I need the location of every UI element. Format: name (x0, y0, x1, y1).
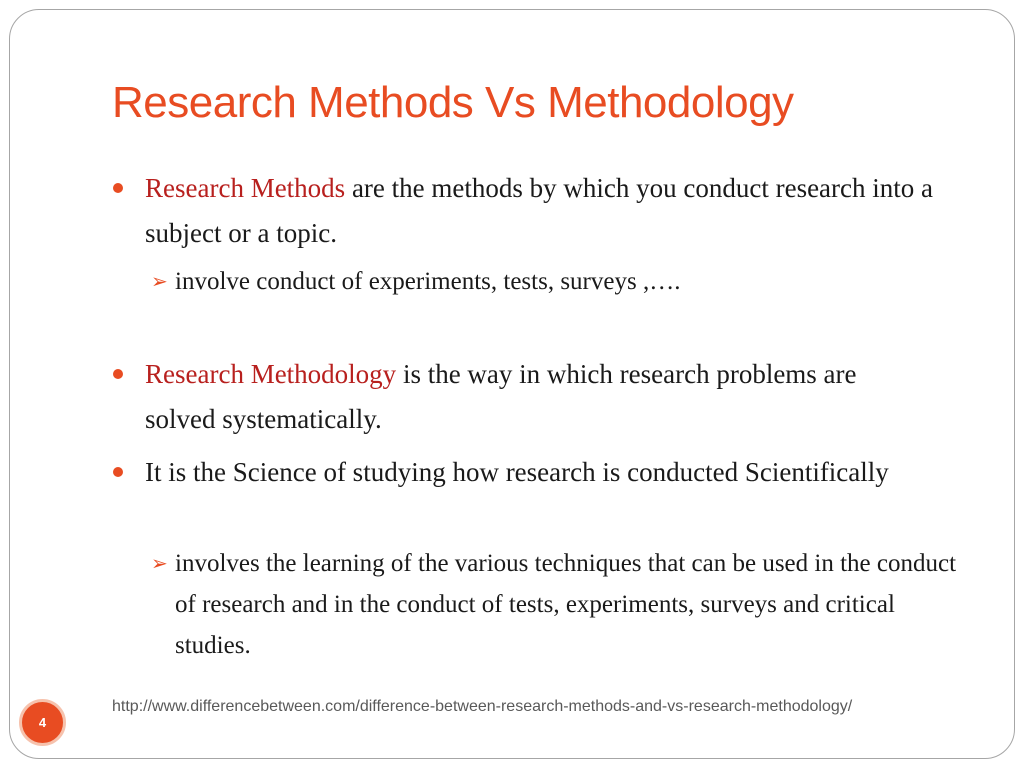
bullet-dot-icon (113, 183, 123, 193)
bullet-dot-icon (113, 369, 123, 379)
subpoint-experiments (151, 261, 975, 302)
bullet-text: are the methods by which you conduct research into a subject or a topic. (145, 173, 934, 248)
bullet-dot-icon (113, 467, 123, 477)
subpoint-text: involves the learning of the various techniques that can be used in the conduct of research and in the conduct of tests, experiments, surveys and critical studies. (175, 550, 957, 659)
arrow-bullet-icon: ➢ (151, 551, 168, 575)
source-url-link[interactable]: http://www.differencebetween.com/difference-between-research-methods-and-vs-research-methodology/ (112, 698, 853, 715)
arrow-bullet-icon: ➢ (151, 269, 168, 293)
bullet-science-of-studying (145, 450, 905, 495)
bullet-research-methods (145, 166, 945, 256)
bullet-text: is the way in which research problems are solved systematically. (145, 359, 857, 434)
subpoint-techniques (151, 543, 965, 666)
page-number-badge: 4 (19, 699, 66, 746)
slide-title: Research Methods Vs Methodology (112, 78, 794, 127)
bullet-highlight: Research Methods (145, 173, 346, 203)
bullet-text: It is the Science of studying how research is conducted Scientifically (145, 457, 889, 487)
bullet-research-methodology (145, 352, 865, 442)
bullet-highlight: Research Methodology (145, 359, 397, 389)
subpoint-text: involve conduct of experiments, tests, surveys ,…. (175, 268, 681, 295)
